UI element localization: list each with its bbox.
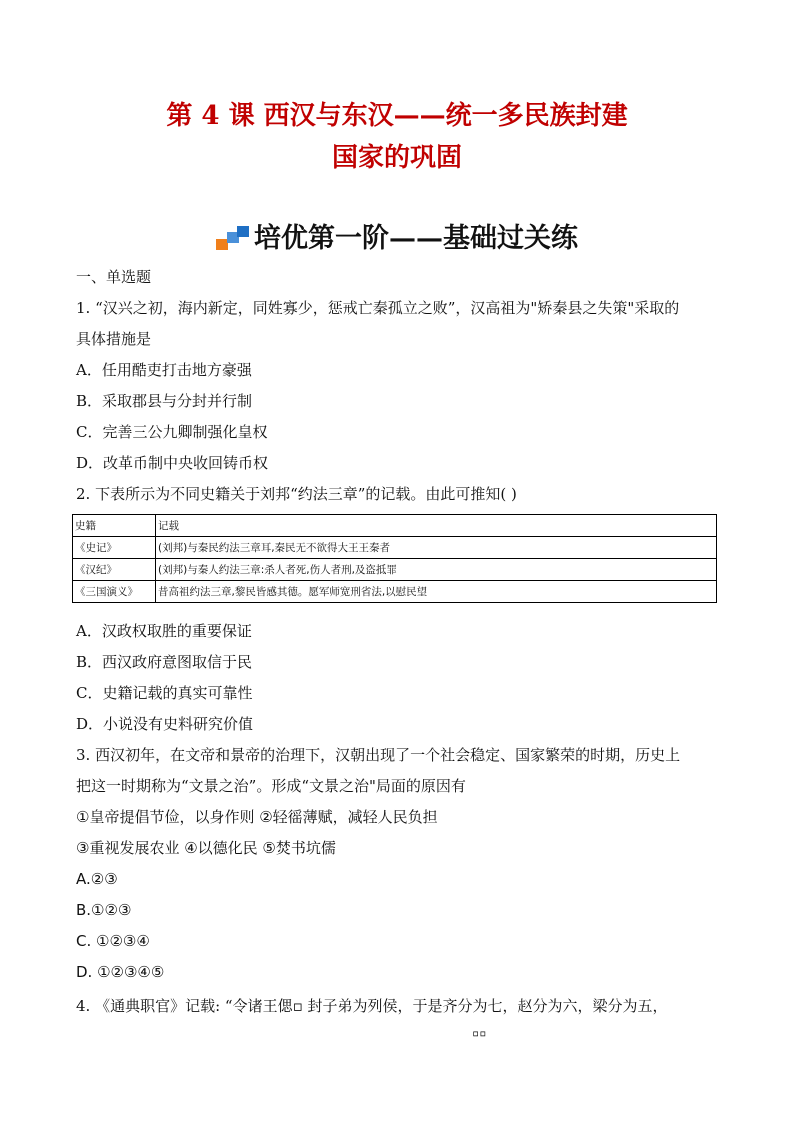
table-cell: 《三国演义》 (73, 581, 156, 603)
question-3-choices-line2: ③重视发展农业 ④以德化民 ⑤焚书坑儒 (76, 839, 336, 857)
table-row (73, 537, 717, 559)
question-3-stem-line2: 把这一时期称为“文景之治”。形成“文景之治"局面的原因有 (76, 777, 466, 795)
table-cell: 史籍 (73, 515, 156, 537)
page-footer-glyphs: ▫▫ (472, 1026, 487, 1040)
question-4-stem: 4. 《通典职官》记载: “令诸王偲▫ 封子弟为列侯，于是齐分为七，赵分为六，梁分为五， (76, 997, 668, 1015)
section-title: 培优第一阶——基础过关练 (254, 223, 578, 254)
question-1-stem-line1: 1. “汉兴之初，海内新定，同姓寡少，惩戒亡秦孤立之败”，汉高祖为"矫秦县之失策"采取的 (76, 299, 680, 317)
table-cell: 《汉纪》 (73, 559, 156, 581)
stairs-icon (216, 226, 250, 252)
question-2-option-c: C．史籍记载的真实可靠性 (76, 684, 253, 702)
question-3-option-a: A.②③ (76, 870, 118, 888)
table-cell: 《史记》 (73, 537, 156, 559)
question-3-option-d: D. ①②③④⑤ (76, 963, 165, 981)
question-3-option-b: B.①②③ (76, 901, 132, 919)
question-1-stem-line2: 具体措施是 (76, 330, 152, 348)
question-1-option-b: B．采取郡县与分封并行制 (76, 392, 253, 410)
question-2-option-a: A．汉政权取胜的重要保证 (76, 622, 252, 640)
question-3-stem-line1: 3. 西汉初年，在文帝和景帝的治理下，汉朝出现了一个社会稳定、国家繁荣的时期，历史上 (76, 746, 681, 764)
table-row (73, 581, 717, 603)
question-2-option-d: D．小说没有史料研究价值 (76, 715, 254, 733)
question-1-option-a: A．任用酷吏打击地方豪强 (76, 361, 252, 379)
lesson-title-line2: 国家的巩固 (331, 143, 462, 173)
question-2-stem: 2. 下表所示为不同史籍关于刘邦“约法三章”的记载。由此可推知( ) (76, 485, 517, 503)
table-cell: 记载 (156, 515, 717, 537)
question-1-option-c: C．完善三公九卿制强化皇权 (76, 423, 268, 441)
table-row (73, 559, 717, 581)
question-3-option-c: C. ①②③④ (76, 932, 150, 950)
table-cell: 昔高祖约法三章,黎民皆感其德。愿军师宽刑省法,以慰民望 (156, 581, 717, 603)
historical-records-table (72, 514, 717, 603)
lesson-title-line1: 第 4 课 西汉与东汉——统一多民族封建 (166, 101, 628, 131)
section-header (0, 222, 794, 256)
table-row (73, 515, 717, 537)
part-heading: 一、单选题 (76, 268, 152, 286)
question-1-option-d: D．改革币制中央收回铸币权 (76, 454, 269, 472)
question-3-choices-line1: ①皇帝提倡节俭，以身作则 ②轻徭薄赋，减轻人民负担 (76, 808, 438, 826)
table-cell: (刘邦)与秦民约法三章耳,秦民无不欲得大王王秦者 (156, 537, 717, 559)
table-cell: (刘邦)与秦人约法三章:杀人者死,伤人者刑,及盗抵罪 (156, 559, 717, 581)
question-2-option-b: B．西汉政府意图取信于民 (76, 653, 253, 671)
